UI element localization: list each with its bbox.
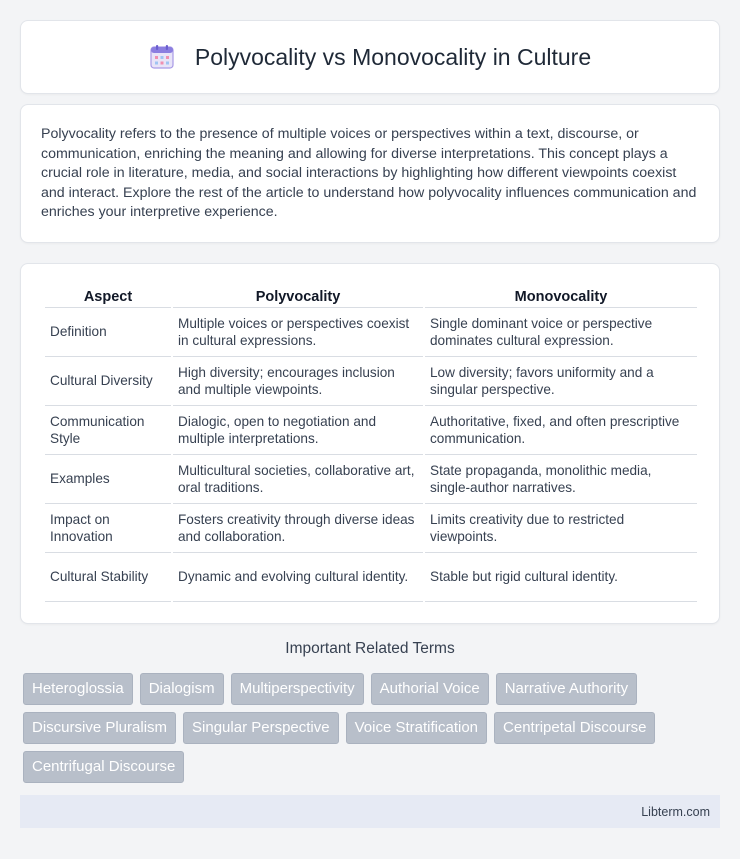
- cell-aspect: Cultural Diversity: [45, 357, 171, 406]
- cell-monovocality: Authoritative, fixed, and often prescriptive communication.: [425, 406, 697, 455]
- cell-monovocality: Low diversity; favors uniformity and a singular perspective.: [425, 357, 697, 406]
- cell-polyvocality: Dynamic and evolving cultural identity.: [173, 553, 423, 602]
- column-header-polyvocality: Polyvocality: [173, 284, 423, 308]
- column-header-monovocality: Monovocality: [425, 284, 697, 308]
- cell-monovocality: State propaganda, monolithic media, single-author narratives.: [425, 455, 697, 504]
- calendar-icon: [149, 44, 175, 70]
- cell-aspect: Definition: [45, 308, 171, 357]
- column-header-aspect: Aspect: [45, 284, 171, 308]
- footer-site-link[interactable]: Libterm.com: [641, 804, 710, 819]
- cell-polyvocality: Fosters creativity through diverse ideas and collaboration.: [173, 504, 423, 553]
- tag-narrative-authority[interactable]: Narrative Authority: [496, 673, 637, 705]
- tag-centrifugal-discourse[interactable]: Centrifugal Discourse: [23, 751, 184, 783]
- tag-multiperspectivity[interactable]: Multiperspectivity: [231, 673, 364, 705]
- comparison-table: [43, 284, 699, 602]
- table-row: [45, 553, 697, 602]
- intro-card: [20, 104, 720, 243]
- cell-aspect: Cultural Stability: [45, 553, 171, 602]
- tag-centripetal-discourse[interactable]: Centripetal Discourse: [494, 712, 655, 744]
- page-footer: [20, 795, 720, 828]
- related-terms-title: Important Related Terms: [285, 640, 455, 657]
- page-header: [20, 20, 720, 94]
- cell-polyvocality: Dialogic, open to negotiation and multiple interpretations.: [173, 406, 423, 455]
- tag-heteroglossia[interactable]: Heteroglossia: [23, 673, 133, 705]
- table-header-row: [45, 284, 697, 308]
- cell-monovocality: Stable but rigid cultural identity.: [425, 553, 697, 602]
- table-row: [45, 455, 697, 504]
- cell-aspect: Examples: [45, 455, 171, 504]
- table-row: [45, 308, 697, 357]
- tag-authorial-voice[interactable]: Authorial Voice: [371, 673, 489, 705]
- cell-polyvocality: High diversity; encourages inclusion and multiple viewpoints.: [173, 357, 423, 406]
- table-row: [45, 406, 697, 455]
- cell-polyvocality: Multiple voices or perspectives coexist in cultural expressions.: [173, 308, 423, 357]
- cell-monovocality: Single dominant voice or perspective dominates cultural expression.: [425, 308, 697, 357]
- cell-aspect: Communication Style: [45, 406, 171, 455]
- tag-discursive-pluralism[interactable]: Discursive Pluralism: [23, 712, 176, 744]
- cell-monovocality: Limits creativity due to restricted viewpoints.: [425, 504, 697, 553]
- comparison-card: [20, 263, 720, 624]
- related-terms-list: [20, 673, 720, 783]
- intro-text: Polyvocality refers to the presence of multiple voices or perspectives within a text, discourse, or communication, enriching the meaning and allowing for diverse interpretations. This concept plays a crucial role in literature, media, and social interactions by highlighting how different viewpoints coexist and interact. Explore the rest of the article to understand how polyvocality influences communication and enriches your interpretive experience.: [41, 126, 697, 221]
- table-row: [45, 504, 697, 553]
- page-title: Polyvocality vs Monovocality in Culture: [194, 43, 592, 70]
- tag-singular-perspective[interactable]: Singular Perspective: [183, 712, 339, 744]
- tag-dialogism[interactable]: Dialogism: [140, 673, 224, 705]
- table-row: [45, 357, 697, 406]
- related-terms-section: [20, 640, 720, 783]
- cell-polyvocality: Multicultural societies, collaborative art, oral traditions.: [173, 455, 423, 504]
- tag-voice-stratification[interactable]: Voice Stratification: [346, 712, 487, 744]
- cell-aspect: Impact on Innovation: [45, 504, 171, 553]
